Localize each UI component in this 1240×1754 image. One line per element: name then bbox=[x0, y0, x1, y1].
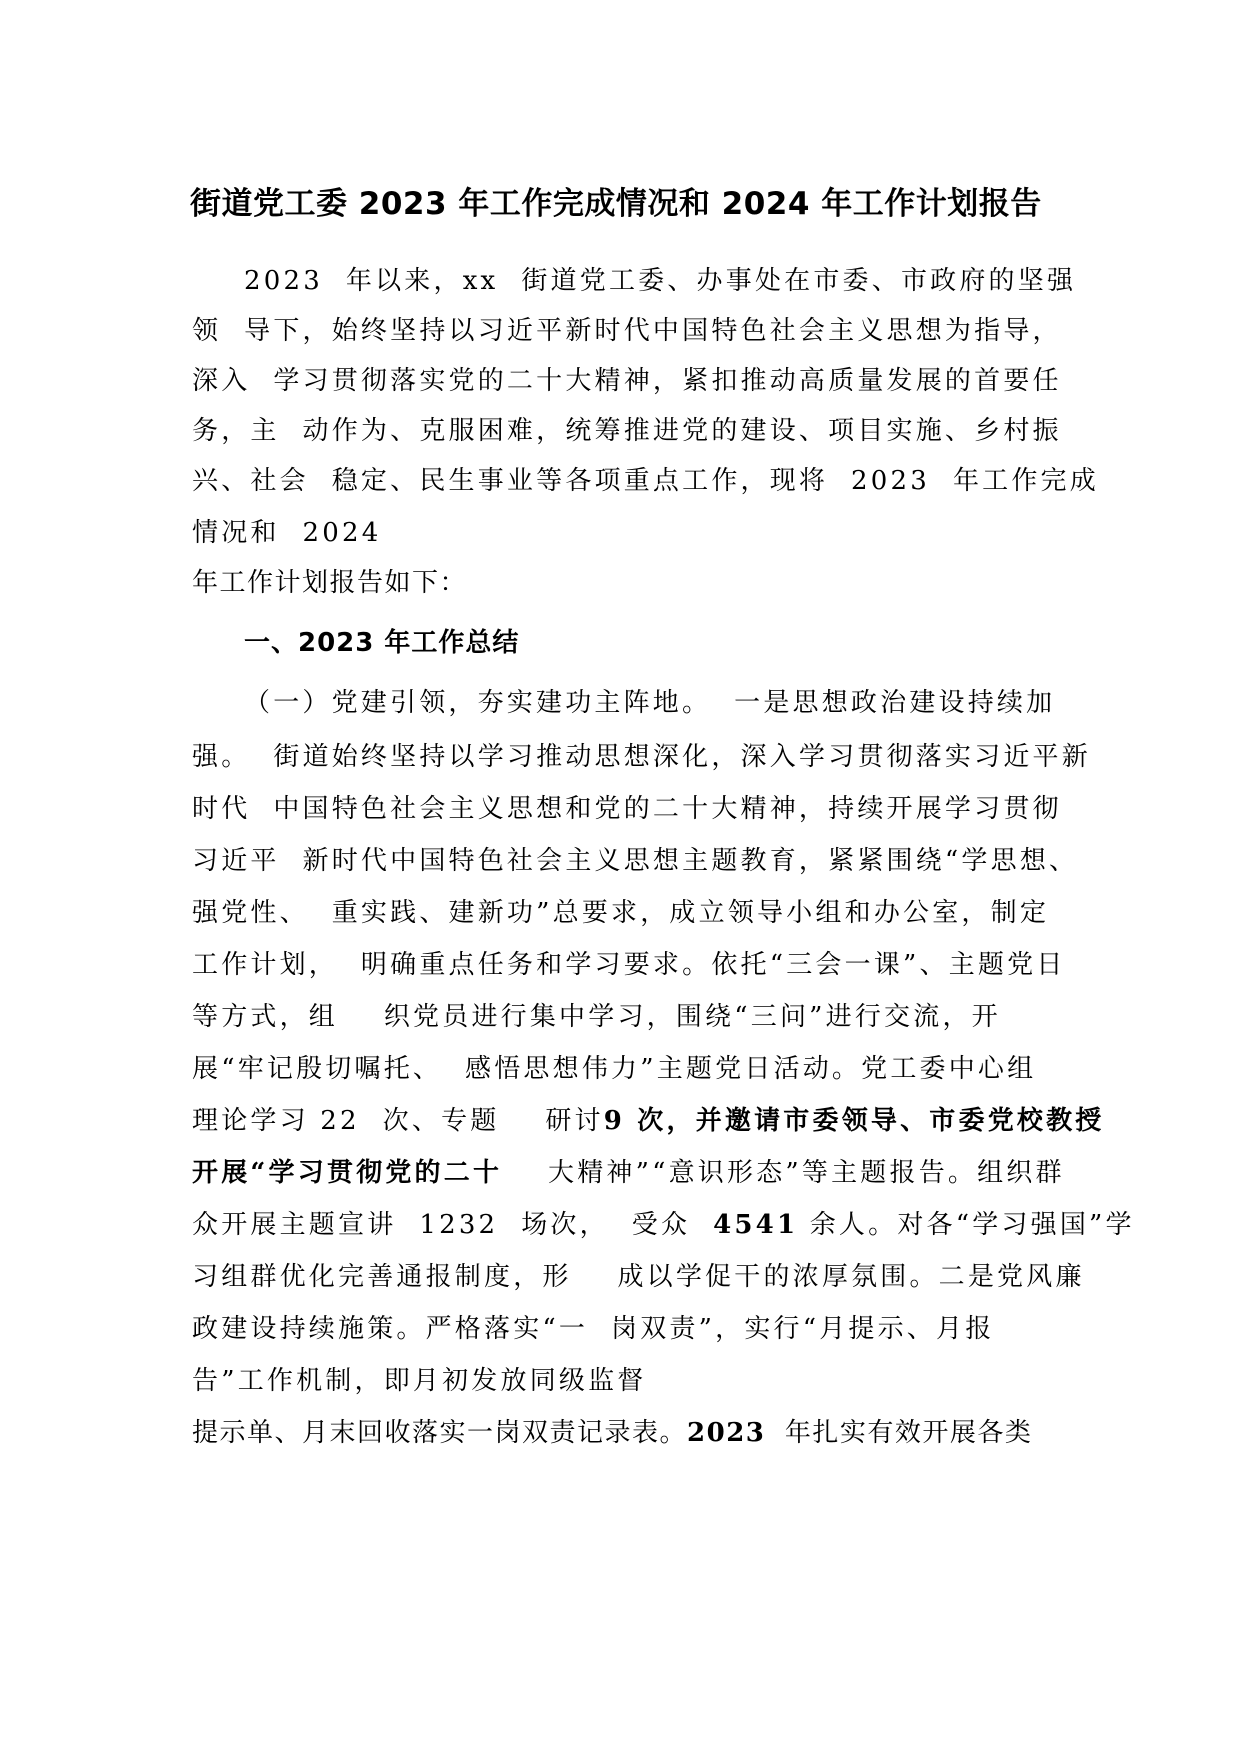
intro-line: 年工作计划报告如下： bbox=[192, 568, 468, 598]
body-line-study bbox=[192, 1104, 1105, 1138]
intro-line: 情况和 2024 bbox=[192, 518, 382, 548]
audience-text-c: 余人。对各“学习强国”学 bbox=[798, 1210, 1135, 1240]
body-line: 政建设持续施策。严格落实“一 岗双责”，实行“月提示、月报 bbox=[192, 1314, 995, 1344]
intro-line: 深入 学习贯彻落实党的二十大精神，紧扣推动高质量发展的首要任 bbox=[192, 366, 1062, 396]
body-line-report bbox=[192, 1156, 1065, 1190]
intro-line: 领 导下，始终坚持以习近平新时代中国特色社会主义思想为指导， bbox=[192, 316, 1062, 346]
section-heading: 一、2023 年工作总结 bbox=[244, 628, 520, 658]
report-text: 大精神”“意识形态”等主题报告。组织群 bbox=[502, 1158, 1065, 1188]
intro-line: 务，主 动作为、克服困难，统筹推进党的建设、项目实施、乡村振 bbox=[192, 416, 1062, 446]
body-line: 强。 街道始终坚持以学习推动思想深化，深入学习贯彻落实习近平新 bbox=[192, 742, 1091, 772]
body-line: 工作计划， 明确重点任务和学习要求。依托“三会一课”、主题党日 bbox=[192, 950, 1066, 980]
body-line: 习近平 新时代中国特色社会主义思想主题教育，紧紧围绕“学思想、 bbox=[192, 846, 1079, 876]
body-line: 等方式，组 织党员进行集中学习，围绕“三问”进行交流，开 bbox=[192, 1002, 1001, 1032]
last-text-a: 提示单、月末回收落实一岗双责记录表。 bbox=[192, 1418, 688, 1448]
body-line: （一）党建引领，夯实建功主阵地。 一是思想政治建设持续加 bbox=[244, 688, 1056, 718]
last-year: 2023 bbox=[687, 1418, 766, 1448]
audience-count: 4541 bbox=[713, 1210, 799, 1240]
report-bold-text: 开展“学习贯彻党的二十 bbox=[192, 1158, 503, 1188]
body-line: 时代 中国特色社会主义思想和党的二十大精神，持续开展学习贯彻 bbox=[192, 794, 1062, 824]
audience-text-a: 众开展主题宣讲 1232 场次， 受众 bbox=[192, 1210, 714, 1240]
body-line: 强党性、 重实践、建新功”总要求，成立领导小组和办公室，制定 bbox=[192, 898, 1050, 928]
study-bold-text: 9 次，并邀请市委领导、市委党校教授 bbox=[603, 1106, 1105, 1136]
body-line-audience bbox=[192, 1208, 1135, 1242]
body-line: 展“牢记殷切嘱托、 感悟思想伟力”主题党日活动。党工委中心组 bbox=[192, 1054, 1037, 1084]
document-title: 街道党工委 2023 年工作完成情况和 2024 年工作计划报告 bbox=[190, 186, 1042, 222]
study-count-text: 理论学习 22 次、专题 研讨 bbox=[192, 1106, 604, 1136]
body-line-last bbox=[192, 1416, 1062, 1450]
last-text-c: 年扎实有效开展各类 bbox=[765, 1418, 1033, 1448]
intro-line: 2023 年以来，xx 街道党工委、办事处在市委、市政府的坚强 bbox=[244, 266, 1077, 296]
intro-line: 兴、社会 稳定、民生事业等各项重点工作，现将 2023 年工作完成 bbox=[192, 466, 1099, 496]
body-line: 告”工作机制，即月初发放同级监督 bbox=[192, 1366, 647, 1396]
body-line: 习组群优化完善通报制度，形 成以学促干的浓厚氛围。二是党风廉 bbox=[192, 1262, 1085, 1292]
